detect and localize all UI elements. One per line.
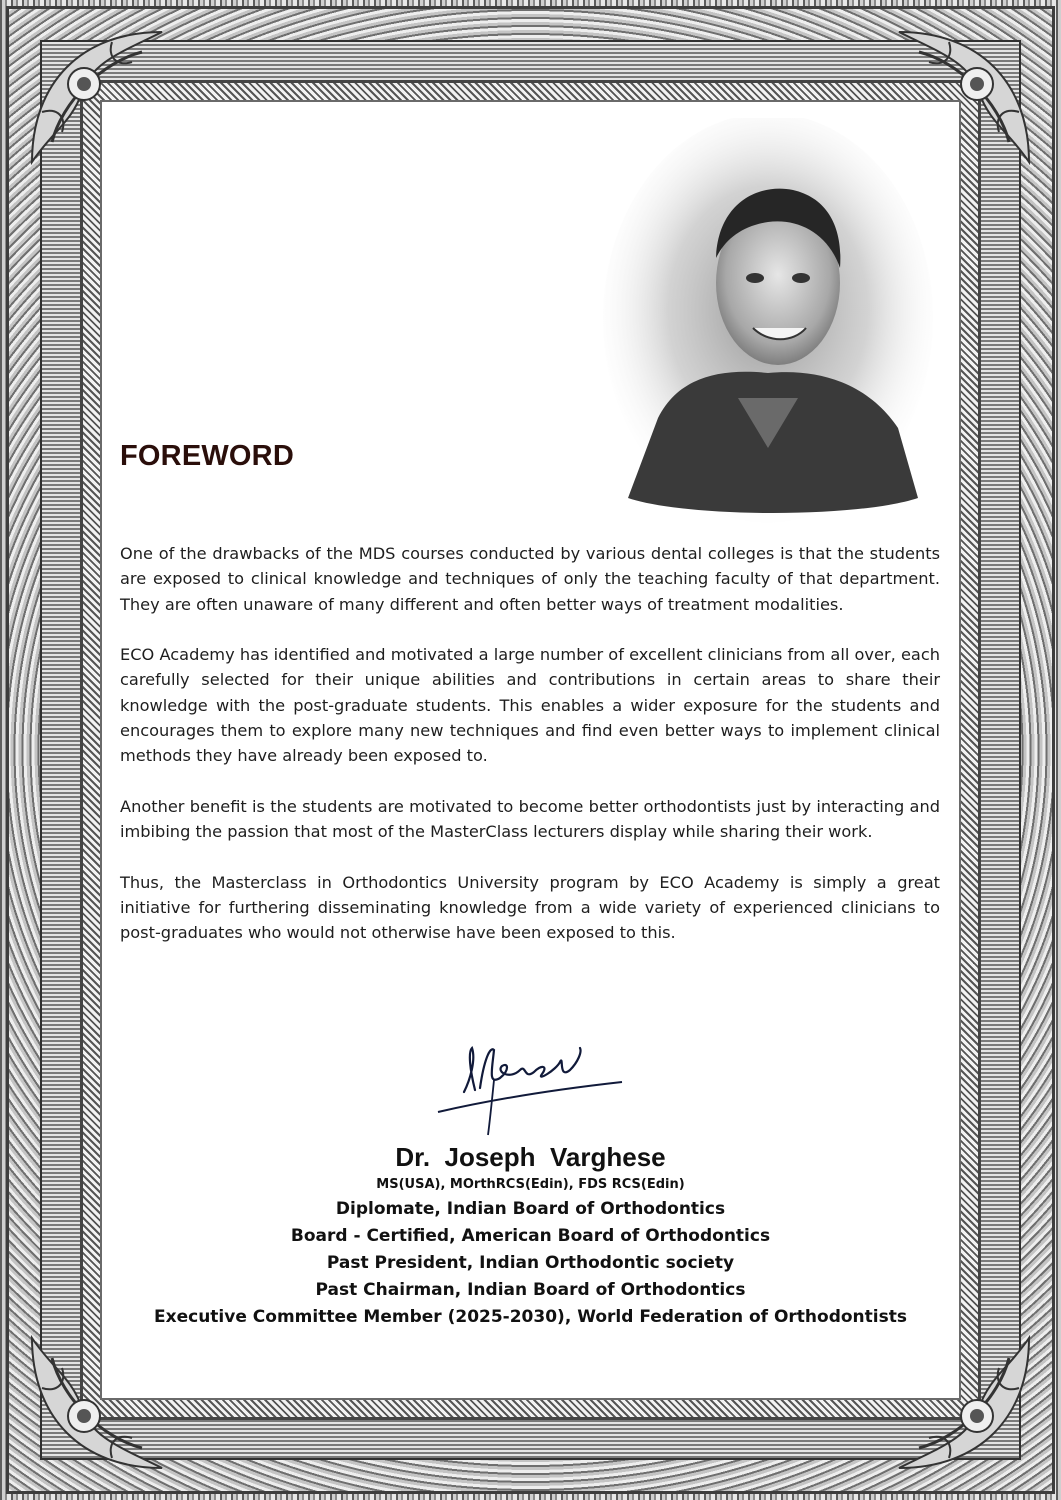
- signatory-degrees: MS(USA), MOrthRCS(Edin), FDS RCS(Edin): [376, 1177, 685, 1192]
- corner-flourish-icon: [22, 22, 172, 172]
- handwritten-signature: [430, 1040, 630, 1140]
- author-portrait: [598, 118, 938, 538]
- paragraph: Thus, the Masterclass in Orthodontics University program by ECO Academy is simply a great initiative for furthering disseminating knowledge from a wide variety of experienced clinicians to post-graduates who would not otherwise have been exposed to this.: [120, 872, 940, 943]
- signatory-credential: Past President, Indian Orthodontic society: [326, 1253, 735, 1273]
- page-title: FOREWORD: [120, 440, 294, 472]
- signatory-credential: Executive Committee Member (2025-2030), World Federation of Orthodontists: [154, 1307, 907, 1327]
- paragraph: ECO Academy has identified and motivated a large number of excellent clinicians from all over, each carefully selected for their unique abilities and contributions in certain areas to share their knowledge with the post-graduate students. This enables a wider exposure for the students and encourages them to explore many new techniques and find even better ways to implement clinical methods they have already been exposed to.: [120, 645, 940, 766]
- signatory-name: Dr. Joseph Varghese: [395, 1142, 666, 1172]
- corner-flourish-icon: [889, 1328, 1039, 1478]
- corner-flourish-icon: [22, 1328, 172, 1478]
- signatory-credential: Past Chairman, Indian Board of Orthodontics: [315, 1280, 746, 1300]
- signatory-credential: Board - Certified, American Board of Orthodontics: [290, 1226, 771, 1246]
- paragraph: Another benefit is the students are motivated to become better orthodontists just by interacting and imbibing the passion that most of the MasterClass lecturers display while sharing their work.: [120, 796, 940, 842]
- foreword-body: [120, 541, 940, 971]
- paragraph: One of the drawbacks of the MDS courses conducted by various dental colleges is that the students are exposed to clinical knowledge and techniques of only the teaching faculty of that department. They are often unaware of many different and often better ways of treatment modalities.: [120, 544, 940, 614]
- signatory-block: [100, 1140, 961, 1331]
- signatory-credential: Diplomate, Indian Board of Orthodontics: [335, 1199, 726, 1219]
